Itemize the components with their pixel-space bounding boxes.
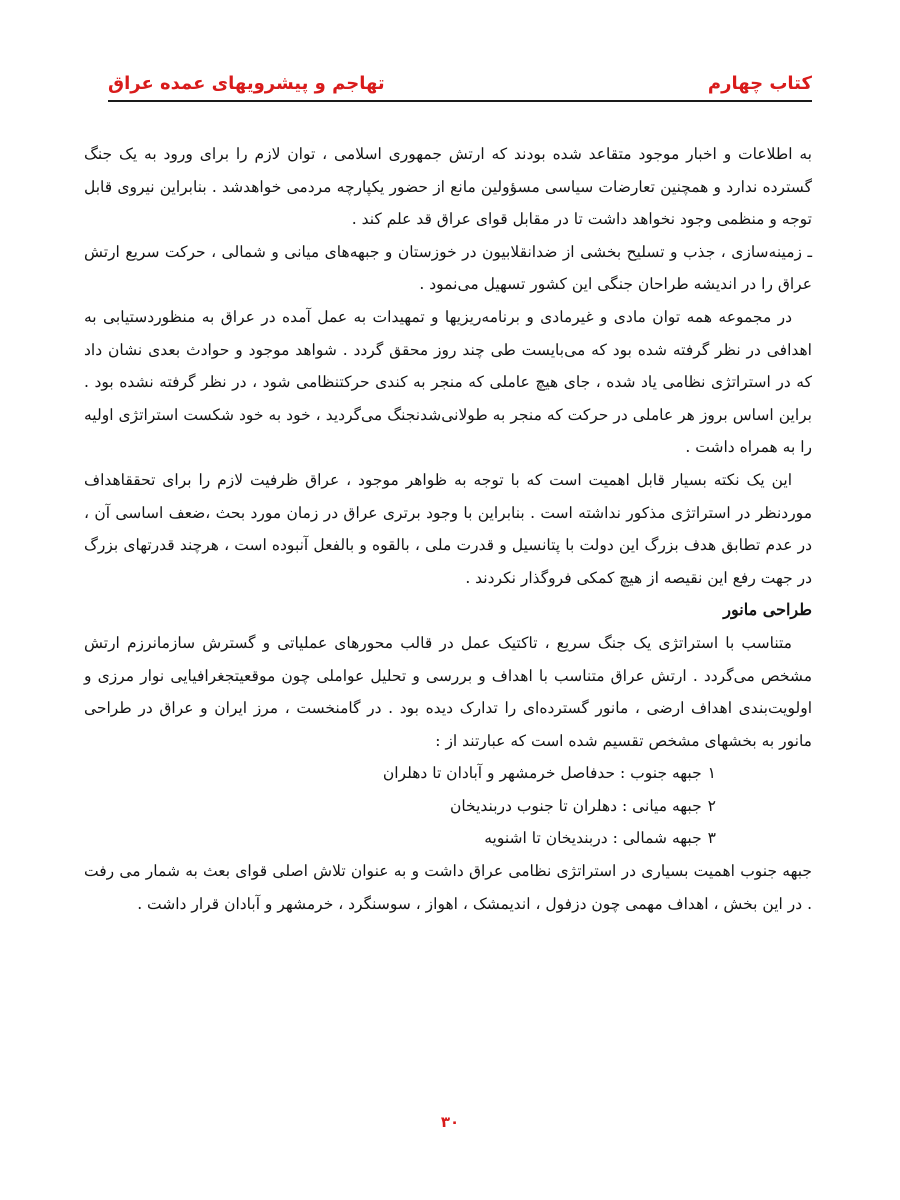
paragraph: متناسب با استراتژی یک جنگ سریع ، تاکتیک عمل در قالب محورهای عملیاتی و گسترش سازمانرزم ارتش مشخص می‌گردد . ارتش عراق متناسب با اهداف و بررسی و تحلیل عواملی چون موقعیتجغرافیایی نوار مرزی و اولویت‌بندی اهداف ارضی ، مانور گسترده‌ای را تدارک دیده بود . در گامنخست ، مرز ایران و عراق در طراحی مانور به بخشهای مشخص تقسیم شده است که عبارتند از :: [84, 633, 812, 750]
list-item: [84, 822, 812, 855]
list-text: جبهه شمالی : دربندیخان تا اشنویه: [484, 829, 702, 848]
paragraph: جبهه جنوب اهمیت بسیاری در استراتژی نظامی عراق داشت و به عنوان تلاش اصلی قوای بعث به شمار می رفت . در این بخش ، اهداف مهمی چون دزفول ، اندیمشک ، اهواز ، سوسنگرد ، خرمشهر و آبادان قرار داشت .: [84, 862, 812, 913]
list-text: جبهه جنوب : حدفاصل خرمشهر و آبادان تا دهلران: [382, 764, 702, 783]
list-number: ۱: [707, 764, 716, 783]
section-heading: طراحی مانور: [723, 600, 812, 620]
paragraph: این یک نکته بسیار قابل اهمیت است که با توجه به ظواهر موجود ، عراق ظرفیت لازم را برای تحققاهداف موردنظر در استراتژی مذکور نداشته است . بنابراین با وجود برتری عراق در زمان مورد بحث ،ضعف اساسی آن ، در عدم تطابق هدف بزرگ این دولت با پتانسیل و قدرت ملی ، بالقوه و بالفعل آنبوده است ، هرچند قدرتهای بزرگ در جهت رفع این نقیصه از هیچ کمکی فروگذار نکردند .: [84, 470, 812, 587]
paragraph: ـ زمینه‌سازی ، جذب و تسلیح بخشی از ضدانقلابیون در خوزستان و جبهه‌های میانی و شمالی ، حرکت سریع ارتش عراق را در اندیشه طراحان جنگی این کشور تسهیل می‌نمود .: [84, 242, 812, 294]
list-number: ۳: [707, 829, 716, 848]
paragraph: در مجموعه همه توان مادی و غیرمادی و برنامه‌ریزیها و تمهیدات به عمل آمده در عراق به منظوردستیابی به اهدافی در نظر گرفته شده بود که می‌بایست طی چند روز محقق گردد . شواهد موجود و حوادث بعدی نشان داد که در استراتژی نظامی یاد شده ، جای هیچ عاملی که منجر به کندی حرکتنظامی شود ، در نظر گرفته نشده بود . براین اساس بروز هر عاملی در حرکت که منجر به طولانی‌شدنجنگ می‌گردید ، خود به خود شکست استراتژی اولیه را به همراه داشت .: [84, 307, 812, 457]
list-item: [84, 790, 812, 823]
page-number: ۳۰: [440, 1113, 460, 1131]
list-item: [84, 757, 812, 790]
list-text: جبهه میانی : دهلران تا جنوب دربندیخان: [449, 796, 702, 815]
list-number: ۲: [707, 796, 716, 815]
running-header: [108, 54, 812, 102]
chapter-title: تهاجم و پیشرویهای عمده عراق: [108, 73, 385, 94]
fronts-list: [84, 757, 812, 855]
body-text: [84, 138, 812, 920]
book-title: کتاب چهارم: [707, 73, 812, 94]
paragraph: به اطلاعات و اخبار موجود متقاعد شده بودند که ارتش جمهوری اسلامی ، توان لازم را برای ورود به یک جنگ گسترده ندارد و همچنین تعارضات سیاسی مسؤولین مانع از حضور یکپارچه مردمی خواهدشد . بنابراین نیروی قابل توجه و منظمی وجود نخواهد داشت تا در مقابل قوای عراق قد علم کند .: [84, 145, 812, 229]
